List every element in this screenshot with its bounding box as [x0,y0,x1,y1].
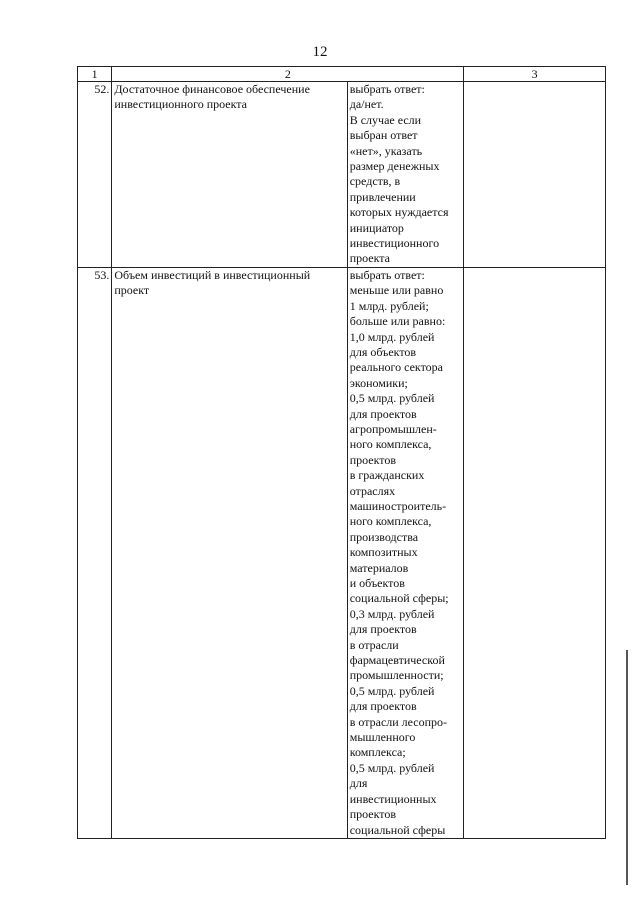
answer-line: комплекса; [349,745,406,760]
answer-line: фармацевтической [349,653,445,668]
answer-line: которых нуждается [349,205,449,220]
answer-line: 0,5 млрд. рублей [349,391,435,406]
answer-line: 1 млрд. рублей; [349,298,429,313]
answer-line: 1,0 млрд. рублей [349,329,435,344]
scan-edge-line [626,650,628,885]
answer-line: проекта [349,251,391,266]
answer-line: материалов [349,560,409,575]
answer-line: социальной сферы [349,822,446,837]
header-col-2: 2 [112,67,464,82]
answer-line: производства [349,529,419,544]
answer-line: проектов [349,807,397,822]
answer-line: для проектов [349,622,417,637]
answer-line: 0,3 млрд. рублей [349,606,435,621]
row-number: 52. [78,82,112,268]
answer-line: привлечении [349,189,416,204]
criteria-table [77,66,606,839]
row-number: 53. [78,267,112,838]
answer-line: для проектов [349,406,417,421]
answer-line: для проектов [349,699,417,714]
answer-line: инвестиционных [349,791,437,806]
answer-line: меньше или равно [349,283,444,298]
table-header-row [78,67,606,82]
table-row [78,267,606,838]
answer-line: промышленности; [349,668,444,683]
criterion-text: Достаточное финансовое обеспечение инвестиционного проекта [112,82,347,268]
answer-line: В случае если [349,112,422,127]
answer-line: размер денежных [349,159,440,174]
answer-line: 0,5 млрд. рублей [349,683,435,698]
answer-line: мышленного [349,730,416,745]
answer-line: экономики; [349,375,408,390]
answer-line: выбрать ответ: [349,82,425,96]
answer-line: да/нет. [349,97,384,112]
answer-line: ного комплекса, [349,514,432,529]
answer-cell [347,267,464,838]
answer-line: композитных [349,545,418,560]
page-number: 12 [312,44,328,60]
answer-line: проектов [349,452,397,467]
answer-line: выбрать ответ: [349,267,425,282]
answer-line: в гражданских [349,468,425,483]
answer-cell [347,82,464,268]
answer-line: в отрасли [349,637,399,652]
col3-cell [464,267,606,838]
answer-line: для объектов [349,344,417,359]
answer-line: инициатор [349,220,404,235]
answer-line: средств, в [349,174,401,189]
table-row [78,82,606,268]
header-col-1: 1 [78,67,112,82]
answer-line: реального сектора [349,360,444,375]
answer-line: ного комплекса, [349,437,432,452]
answer-line: инвестиционного [349,236,440,251]
answer-line: социальной сферы; [349,591,449,606]
col3-cell [464,82,606,268]
answer-line: больше или равно: [349,314,446,329]
header-col-3: 3 [464,67,606,82]
answer-line: и объектов [349,576,405,590]
answer-line: выбран ответ [349,128,418,143]
answer-line: агропромышлен- [349,421,437,436]
answer-line: для [349,776,368,791]
answer-line: в отрасли лесопро- [349,714,448,729]
answer-line: «нет», указать [349,143,423,158]
answer-line: 0,5 млрд. рублей [349,760,435,775]
criterion-text: Объем инвестиций в инвестиционный проект [112,267,347,838]
answer-line: машиностроитель- [349,498,447,513]
answer-line: отраслях [349,483,396,498]
